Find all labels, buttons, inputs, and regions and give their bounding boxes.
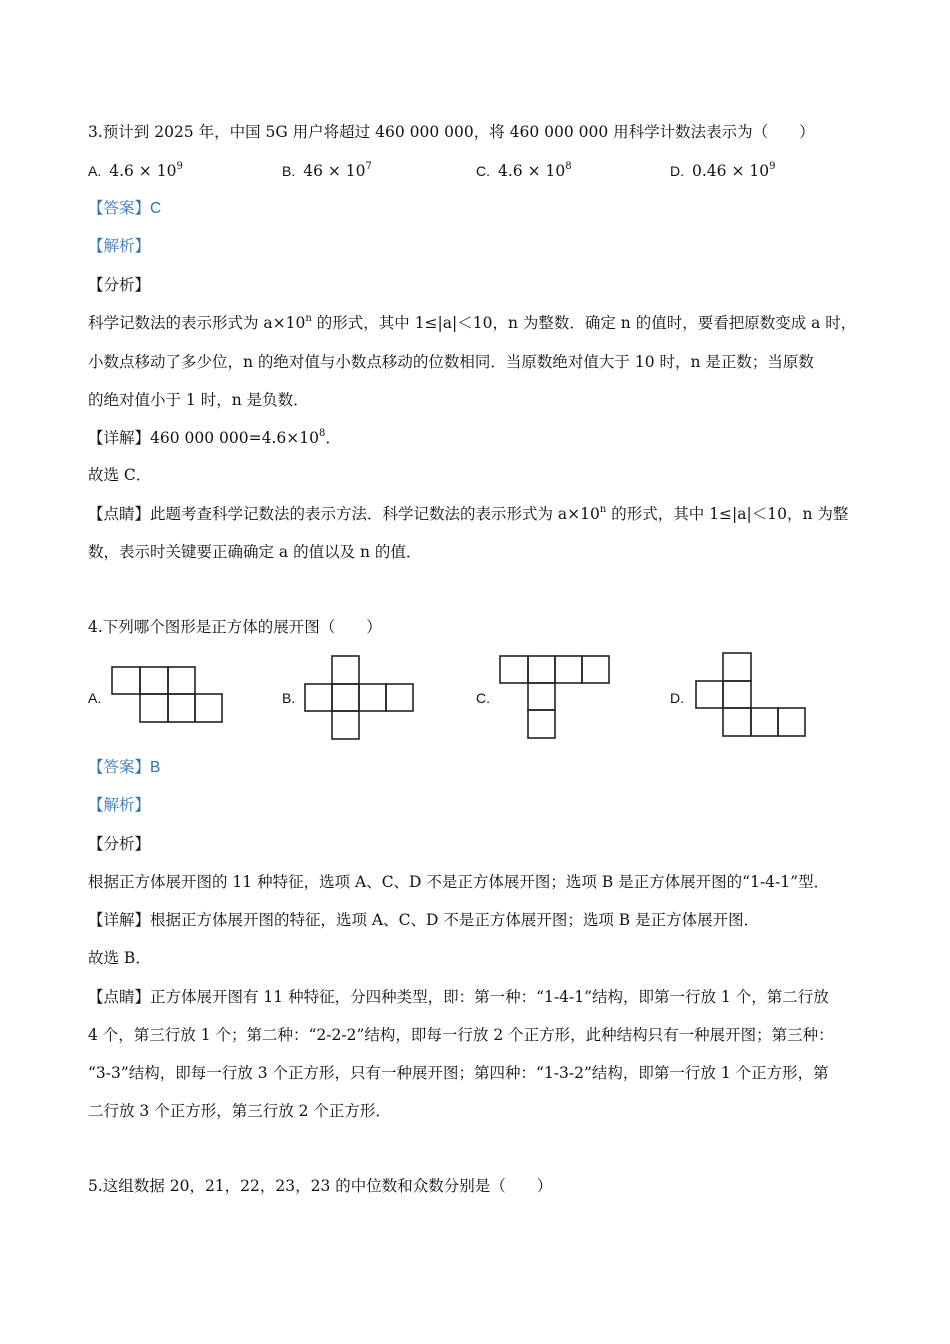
q3-option-d[interactable]: D. $0.46 \times 10^9$ [670,161,776,180]
q4-stem: 4.下列哪个图形是正方体的展开图（ ） [88,618,382,636]
q4-dianjing-line-3: “3-3”结构，即每一行放 3 个正方形，只有一种展开图；第四种：“1-3-2”结构，即第一行放 1 个正方形，第 [88,1064,829,1082]
q3-choose: 故选 C． [88,466,152,484]
q3-option-a[interactable]: A. $4.6 \times 10^9$ [88,161,183,180]
q4-answer: 【答案】B [88,759,161,776]
q4-fenxi: 根据正方体展开图的 11 种特征，选项 A、C、D 不是正方体展开图；选项 B 是正方体展开图的“1-4-1”型． [88,873,830,891]
q5-stem: 5.这组数据 20，21，22，23，23 的中位数和众数分别是（ ） [88,1177,553,1195]
q4-net-c[interactable] [498,654,613,742]
q4-detail: 【详解】根据正方体展开图的特征，选项 A、C、D 不是正方体展开图；选项 B 是正方体展开图． [88,911,760,929]
q4-option-d-label[interactable]: D. [670,690,684,706]
q4-dianjing-line-2: 4 个，第三行放 1 个；第二种：“2-2-2”结构，即每一行放 2 个正方形，此种结构只有一种展开图；第三种： [88,1026,834,1044]
q3-stem: 3.预计到 2025 年，中国 5G 用户将超过 460 000 000，将 460 000 000 用科学计数法表示为（ ） [88,123,815,141]
q3-answer: 【答案】C [88,200,162,217]
q3-option-c[interactable]: C. $4.6 \times 10^8$ [476,161,572,180]
q3-analysis-tag: 【解析】 [88,238,151,255]
q3-fenxi-line-2: 小数点移动了多少位，n 的绝对值与小数点移动的位数相同．当原数绝对值大于 10 时，n 是正数；当原数 [88,353,814,371]
q3-fenxi-line-1: 科学记数法的表示形式为 $a\times 10^n$ 的形式，其中 1≤|a|＜10，n 为整数．确定 n 的值时，要看把原数变成 a 时， [88,313,857,332]
q3-fenxi-line-3: 的绝对值小于 1 时，n 是负数． [88,391,309,409]
q4-choose: 故选 B． [88,949,151,967]
q4-dianjing-line-4: 二行放 3 个正方形，第三行放 2 个正方形． [88,1102,391,1120]
q4-option-c-label[interactable]: C. [476,690,490,706]
q4-net-a[interactable] [110,665,225,725]
q3-option-b[interactable]: B. $46 \times 10^7$ [282,161,372,180]
q4-option-b-label[interactable]: B. [282,690,296,706]
q4-option-a-label[interactable]: A. [88,690,102,706]
q3-fenxi-tag: 【分析】 [88,276,151,294]
q4-net-b[interactable] [303,654,418,742]
q4-analysis-tag: 【解析】 [88,797,151,814]
q4-dianjing-line-1: 【点睛】正方体展开图有 11 种特征，分四种类型，即：第一种：“1-4-1”结构，即第一行放 1 个，第二行放 [88,988,829,1006]
q4-net-d[interactable] [694,651,809,741]
q3-dianjing-line-1: 【点睛】此题考查科学记数法的表示方法．科学记数法的表示形式为 $a\times 10^n$ 的形式，其中 1≤|a|＜10，n 为整 [88,504,849,523]
q3-dianjing-line-2: 数，表示时关键要正确确定 a 的值以及 n 的值． [88,543,422,561]
q3-detail: 【详解】460 000 $000=4.6\times 10^8$． [88,428,341,447]
q4-fenxi-tag: 【分析】 [88,835,151,853]
